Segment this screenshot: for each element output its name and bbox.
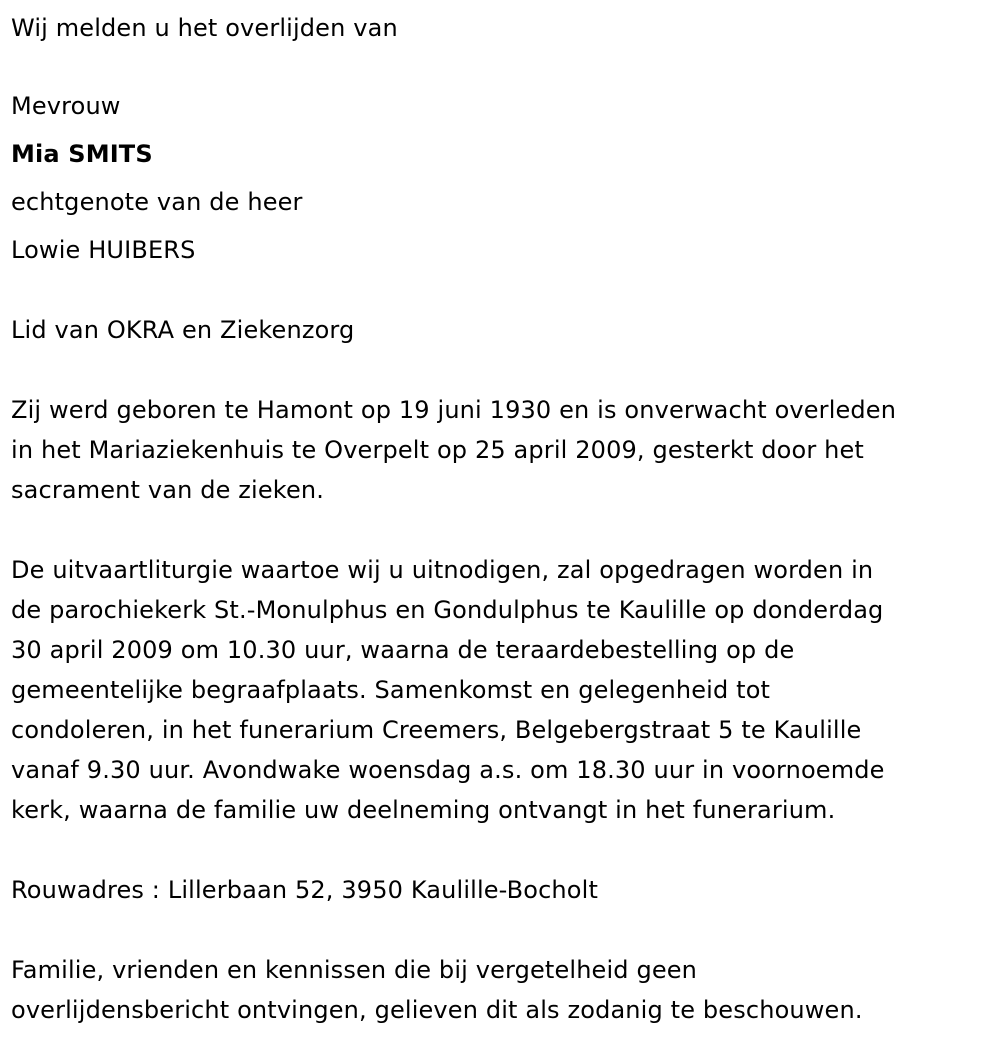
birth-death-paragraph: [11, 390, 896, 510]
paragraph-line: in het Mariaziekenhuis te Overpelt op 25 april 2009, gesterkt door het: [11, 436, 864, 464]
paragraph-line: sacrament van de zieken.: [11, 476, 325, 504]
address-line: Rouwadres : Lillerbaan 52, 3950 Kaulille-Bocholt: [11, 876, 599, 904]
closing-paragraph: [11, 950, 863, 1030]
relation-text: echtgenote van de heer: [11, 188, 303, 216]
paragraph-line: condoleren, in het funerarium Creemers, Belgebergstraat 5 te Kaulille: [11, 716, 862, 744]
mourning-address: [11, 870, 598, 910]
paragraph-line: vanaf 9.30 uur. Avondwake woensdag a.s. om 18.30 uur in voornoemde: [11, 756, 885, 784]
spouse-name: Lowie HUIBERS: [11, 236, 196, 264]
membership-text: Lid van OKRA en Ziekenzorg: [11, 316, 355, 344]
intro-text: Wij melden u het overlijden van: [11, 14, 398, 42]
funeral-paragraph: [11, 550, 885, 830]
paragraph-line: Familie, vrienden en kennissen die bij vergetelheid geen: [11, 956, 698, 984]
paragraph-line: overlijdensbericht ontvingen, gelieven dit als zodanig te beschouwen.: [11, 996, 863, 1024]
paragraph-line: de parochiekerk St.-Monulphus en Gondulphus te Kaulille op donderdag: [11, 596, 884, 624]
paragraph-line: De uitvaartliturgie waartoe wij u uitnodigen, zal opgedragen worden in: [11, 556, 874, 584]
paragraph-line: 30 april 2009 om 10.30 uur, waarna de teraardebestelling op de: [11, 636, 795, 664]
deceased-name: Mia SMITS: [11, 140, 153, 168]
paragraph-line: Zij werd geboren te Hamont op 19 juni 1930 en is onverwacht overleden: [11, 396, 897, 424]
paragraph-line: gemeentelijke begraafplaats. Samenkomst en gelegenheid tot: [11, 676, 771, 704]
paragraph-line: kerk, waarna de familie uw deelneming ontvangt in het funerarium.: [11, 796, 836, 824]
salutation: Mevrouw: [11, 92, 121, 120]
